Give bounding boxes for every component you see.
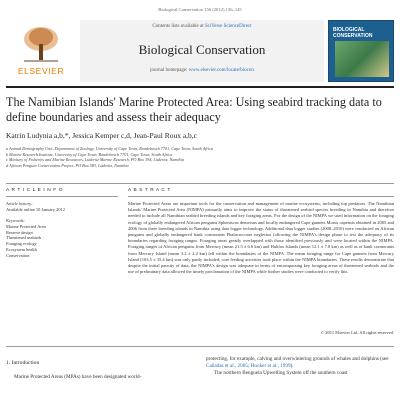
abstract-text: Marine Protected Areas are important tools for the conservation and management of marine ecosystems, including top predators. The Namibian Islands' Marine Protected Area (NIMPA) primarily aims to improve the status of threatened seabird species breeding in Namibia and therefore needed to include all Namibian seabird breeding islands and key foraging areas. For the design of the NIMPA we used information on the foraging ecology of globally endangered African penguins Spheniscus demersus and locally endangered Cape gannets Morus capensis obtained in 2005 and 2006 from three breeding islands in Namibia using data logger technology. Additional data logger studies (2008–2010) were conducted on African penguins and globally endangered bank cormorants Phalacrocorax neglectus following the NIMPA's design phase to test the adequacy of its boundaries regarding foraging ranges. Foraging areas greatly overlapped with those identified previously and were located within the NIMPA. Foraging ranges of African penguins from Mercury (mean 21.5 ± 6.6 km) and Halifax Islands (mean 12.1 ± 7.0 km) as well as of bank cormorants from Mercury Island (mean 3.2 ± 2.2 km) fell within the boundaries of the NIMPA. The mean foraging range for Cape gannets from Mercury Island (103.5 ± 35.4 km) was only partly included; core feeding activities took place within the NIMPA boundaries. These results demonstrate that despite the initial paucity of data, the NIMPA's design was adequate in terms of encompassing key foraging areas of threatened seabirds and the use of preliminary data allowed the timely proclamation of the NIMPA while further studies were conducted to verify this. [128,201,394,275]
journal-homepage [80,68,324,73]
intro-paragraph [206,356,394,370]
abstract-heading: A B S T R A C T [128,188,171,193]
homepage-prefix: journal homepage: [150,68,189,73]
affiliation-c: c Ministry of Fisheries and Marine Resources, Lüderitz Marine Research, PO Box 394, Lüderitz, Namibia [6,157,184,163]
abstract-rule [128,196,394,197]
keyword-item: Marine Protected Area [6,224,46,229]
header-divider [6,86,394,88]
intro-paragraph-2: The northern Benguela Upwelling System off the southern coast [214,370,348,376]
intro-text-end: ). [290,363,294,369]
intro-text: protecting, for example, calving and overwintering grounds of whales and dolphins (see [206,356,389,362]
journal-title: Biological Conservation [138,42,266,57]
affiliations [6,146,394,168]
section-heading: 1. Introduction [6,360,40,366]
copyright-notice: © 2011 Elsevier Ltd. All rights reserved. [320,330,394,335]
keyword-item: Foraging ecology [6,241,37,247]
body-divider [6,346,394,347]
journal-banner [80,20,324,82]
elsevier-logo[interactable] [6,20,76,82]
article-title: The Namibian Islands' Marine Protected Area: Using seabird tracking data to define boundaries and assess their adequacy [6,95,382,124]
publisher-name: ELSEVIER [17,66,65,76]
keyword-item: Conservation [6,252,30,258]
keywords-list [6,224,118,258]
affiliation-d: d African Penguin Conservation Project, PO Box 583, Lüderitz, Namibia [6,162,129,168]
journal-header [6,20,394,84]
history-value: Available online 10 January 2012 [6,206,65,212]
journal-cover[interactable] [328,20,394,82]
elsevier-tree-icon [20,24,62,64]
keyword-item: Reserve design [6,229,33,235]
article-info-heading: A R T I C L E I N F O [6,188,64,193]
article-history [6,201,118,212]
history-heading: Article history: [6,201,33,206]
keyword-item: Ecosystem health [6,246,37,252]
journal-citation: Biological Conservation 156 (2012) 136–145 [158,7,242,12]
reference-link[interactable]: Cañadas et al., 2005; Hooker et al., 1999 [206,363,291,369]
cover-image [335,41,389,77]
article-authors: Katrin Ludynia a,b,*, Jessica Kemper c,d, Jean-Paul Roux a,b,c [6,131,197,140]
keyword-item: Threatened seabirds [6,235,42,241]
sciencedirect-link[interactable]: SciVerse ScienceDirect [204,24,252,29]
homepage-link[interactable]: www.elsevier.com/locate/biocon [188,68,254,73]
affiliation-b: b Marine Research Institute, University of Cape Town, Rondebosch 7701, Cape Town, South Africa [6,151,173,157]
intro-column-left: Marine Protected Areas (MPAs) have been designated world- [14,374,142,380]
info-divider [6,183,394,184]
contents-line [80,24,324,29]
affiliation-a: a Animal Demography Unit, Department of Zoology, University of Cape Town, Rondebosch 7701, Cape Town, South Africa [6,146,214,151]
intro-column-right [206,356,394,377]
keywords-heading: Keywords: [6,218,25,223]
cover-title: BIOLOGICAL CONSERVATION [333,27,373,39]
contents-prefix: Contents lists available at [152,24,205,29]
article-info-rule [6,196,118,197]
